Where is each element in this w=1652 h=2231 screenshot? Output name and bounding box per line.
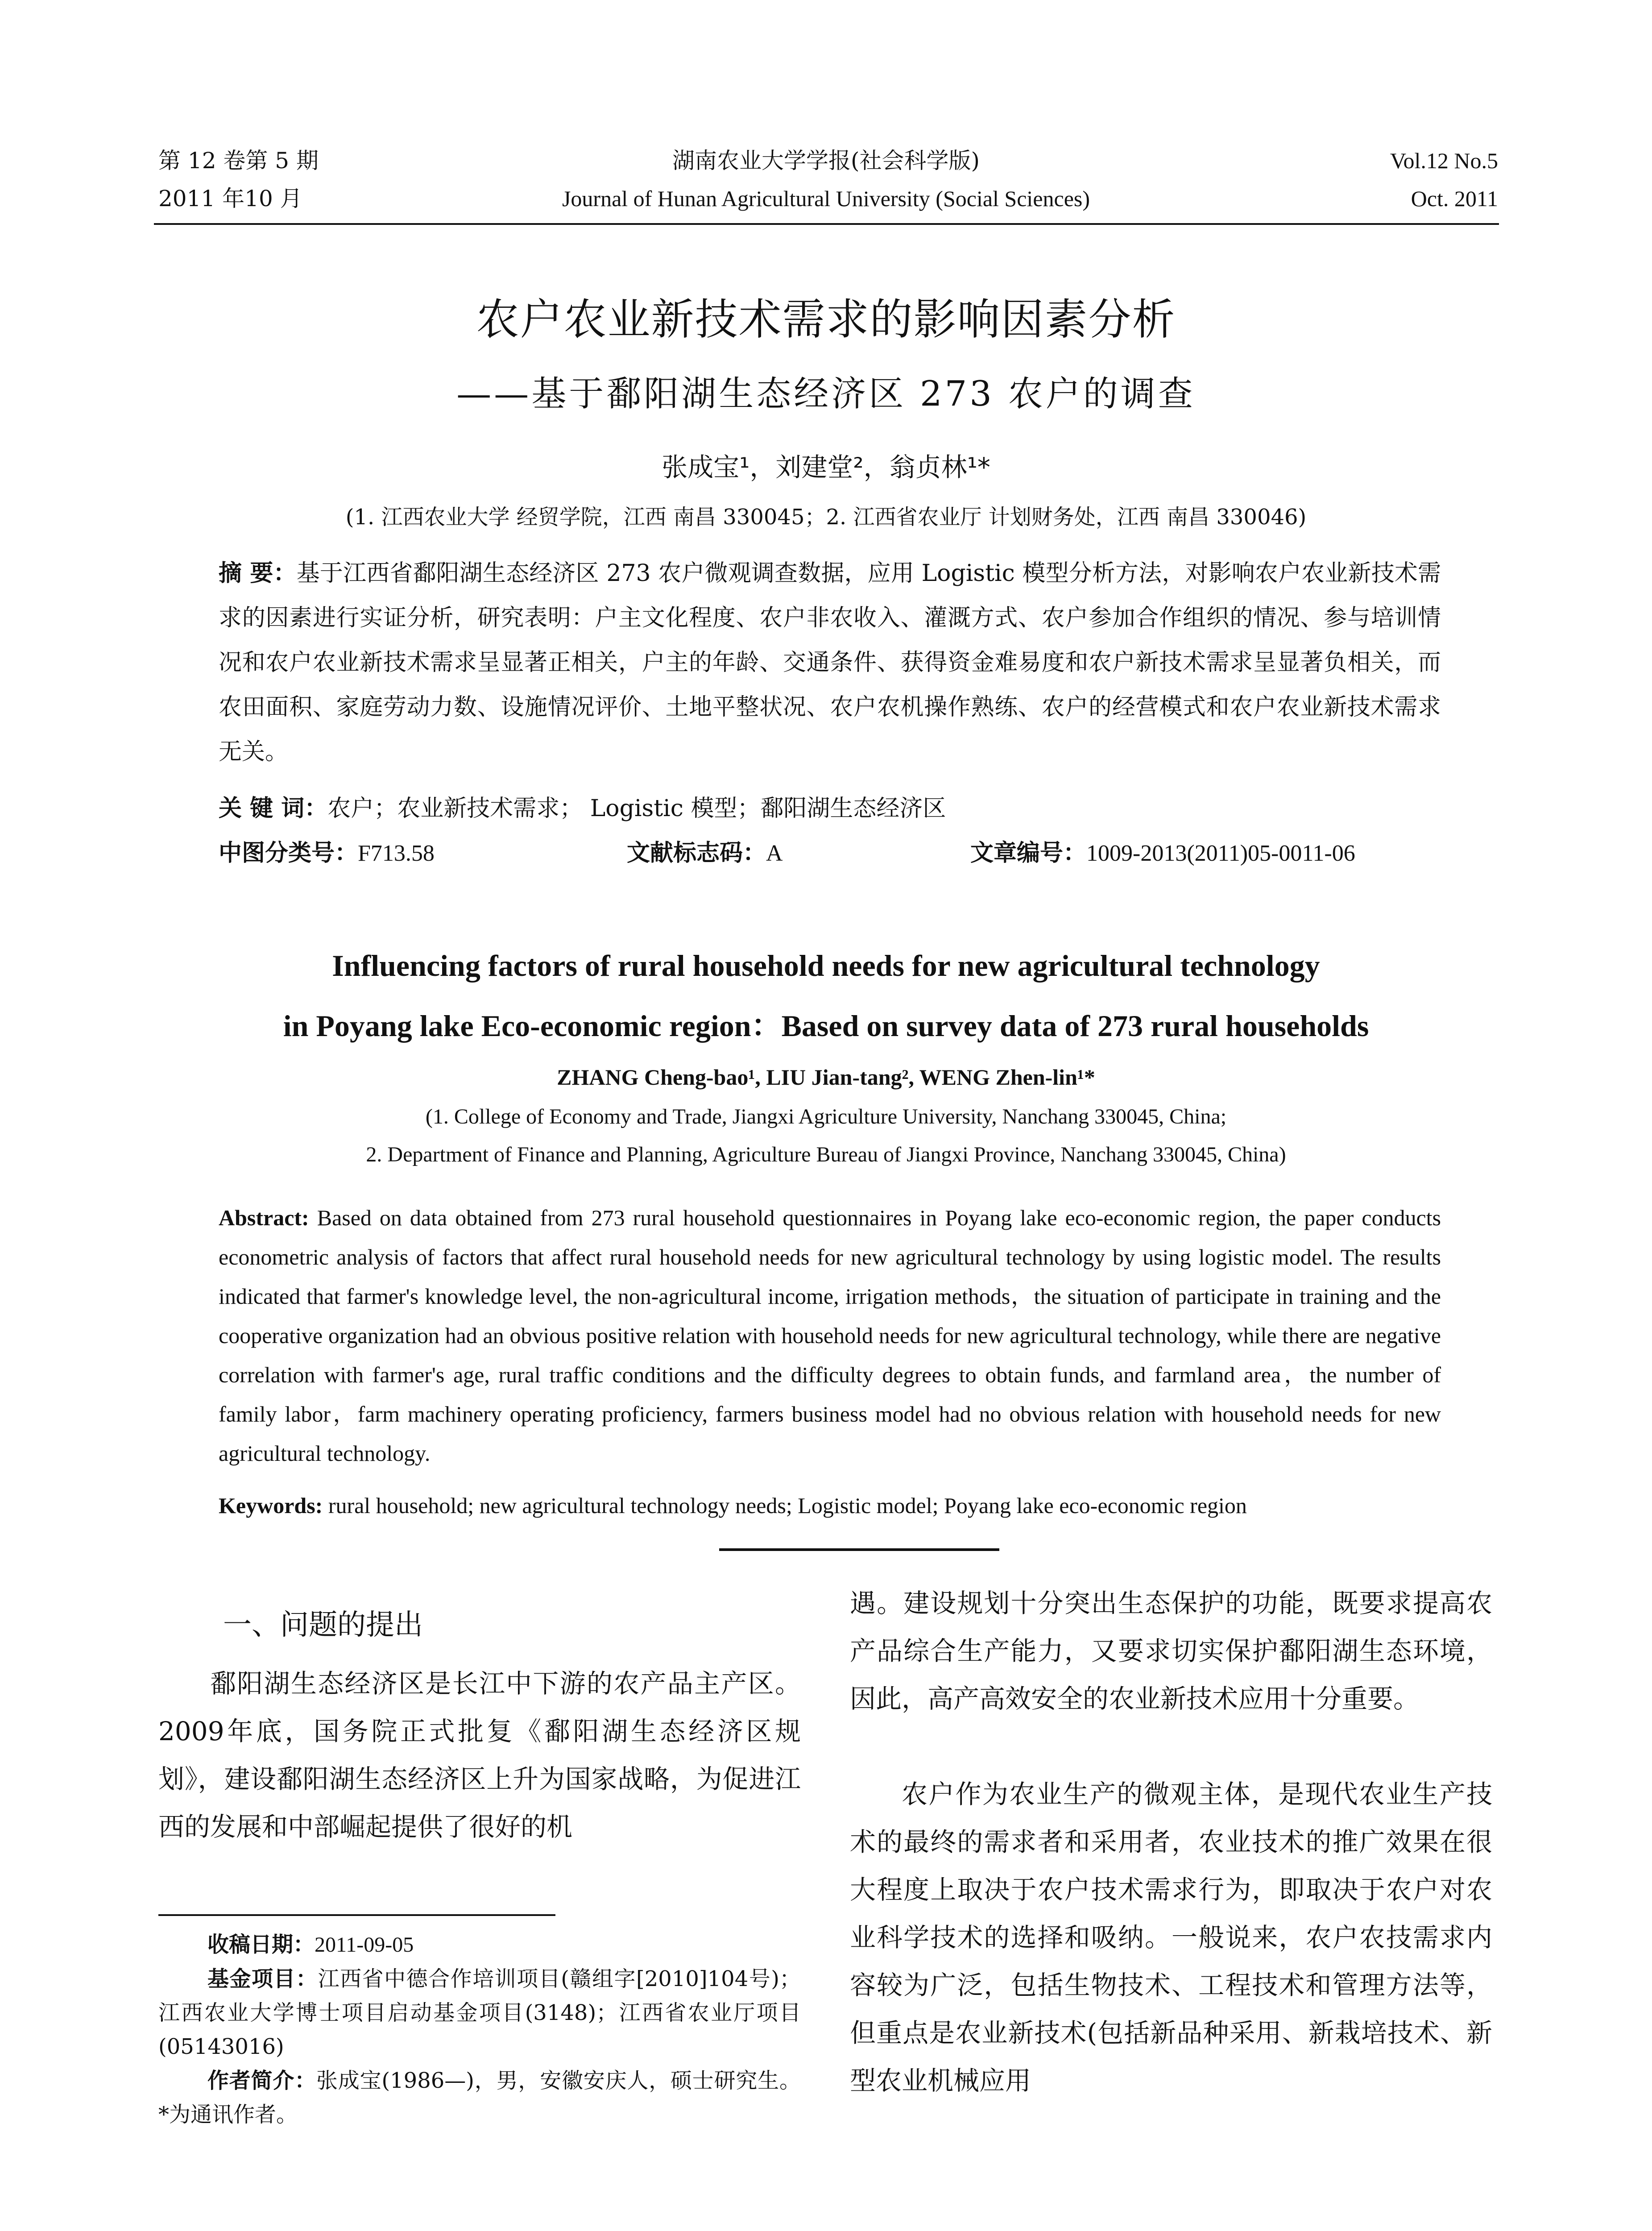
received-value: 2011-09-05 [315,1933,414,1957]
footnote-author [158,2064,801,2131]
footnote-received [158,1928,801,1962]
section1-para1-continued: 遇。建设规划十分突出生态保护的功能，既要求提高农产品综合生产能力，又要求切实保护鄱阳湖生态环境，因此，高产高效安全的农业新技术应用十分重要。 [850,1588,1492,1714]
affiliation-en-2: 2. Department of Finance and Planning, Agriculture Bureau of Jiangxi Province, Nanchang 330045, China) [366,1143,1286,1166]
keywords-en-text: rural household; new agricultural technology needs; Logistic model; Poyang lake eco-economic region [328,1493,1247,1518]
authors-en: ZHANG Cheng-bao¹, LIU Jian-tang², WENG Zhen-lin¹* [557,1065,1095,1090]
abstract-cn-text: 基于江西省鄱阳湖生态经济区 273 农户微观调查数据，应用 Logistic 模型分析方法，对影响农户农业新技术需求的因素进行实证分析，研究表明：户主文化程度、农户非农收入、灌溉方式、农户参加合作组织的情况、参与培训情况和农户农业新技术需求呈显著正相关，户主的年龄、交通条件、获得资金难易度和农户新技术需求呈显著负相关，而农田面积、家庭劳动力数、设施情况评价、土地平整状况、农户农机操作熟练、农户的经营模式和农户农业新技术需求无关。 [219,560,1441,765]
keywords-en [219,1486,1441,1525]
title-en-line2: in Poyang lake Eco-economic region：Based on survey data of 273 rural households [283,1009,1369,1043]
date-cn: 2011 年10 月 [158,186,302,211]
received-label: 收稿日期： [207,1932,315,1957]
title-cn: 农户农业新技术需求的影响因素分析 [476,294,1176,344]
clc-number [219,831,435,876]
author-label: 作者简介： [207,2068,316,2093]
affiliations-cn: (1. 江西农业大学 经贸学院，江西 南昌 330045；2. 江西省农业厅 计划财务处，江西 南昌 330046) [345,505,1307,530]
abstract-cn-label: 摘 要： [219,560,297,587]
keywords-cn-text: 农户；农业新技术需求； Logistic 模型；鄱阳湖生态经济区 [327,795,946,822]
journal-name-en: Journal of Hunan Agricultural University (Social Sciences) [562,186,1090,211]
journal-name-cn: 湖南农业大学学报(社会科学版) [672,148,980,174]
clc-label: 中图分类号： [219,840,358,867]
title-en-line1: Influencing factors of rural household needs for new agricultural technology [332,949,1320,983]
abstract-en-label: Abstract: [219,1205,309,1230]
affiliation-en-1: (1. College of Economy and Trade, Jiangxi Agriculture University, Nanchang 330045, China; [425,1105,1227,1128]
authors-cn: 张成宝¹，刘建堂²，翁贞林¹* [662,452,990,482]
volume-issue-en: Vol.12 No.5 [1390,148,1498,173]
abstract-separator [719,1548,999,1551]
keywords-cn [219,786,1441,831]
doc-value: A [766,841,783,866]
abstract-en-text: Based on data obtained from 273 rural household questionnaires in Poyang lake eco-economic region, the paper conducts econometric analysis of factors that affect rural household needs for new agricultural technology by using logistic model. The results indicated that farmer's knowledge level, the non-agricultural income, irrigation methods，the situation of participate in training and the cooperative organization had an obvious positive relation with household needs for new agricultural technology, while there are negative correlation with farmer's age, rural traffic conditions and the difficulty degrees to obtain funds, and farmland area，the number of family labor，farm machinery operating proficiency, farmers business model had no obvious relation with household needs for new agricultural technology. [219,1205,1441,1466]
document-code [627,831,783,876]
header-rule [154,223,1499,225]
footnotes [158,1928,801,2131]
abstract-cn [219,551,1441,774]
clc-value: F713.58 [358,841,435,866]
section1-para1: 鄱阳湖生态经济区是长江中下游的农产品主产区。2009年底，国务院正式批复《鄱阳湖生态经济区规划》，建设鄱阳湖生态经济区上升为国家战略，为促进江西的发展和中部崛起提供了很好的机 [158,1668,801,1842]
abstract-en [219,1198,1441,1473]
article-label: 文章编号： [970,840,1087,867]
article-value: 1009-2013(2011)05-0011-06 [1086,841,1355,866]
fund-value: 江西省中德合作培训项目(赣组字[2010]104号)；江西农业大学博士项目启动基金项目(3148)；江西省农业厅项目(05143016) [158,1966,801,2059]
section1-para2: 农户作为农业生产的微观主体，是现代农业生产技术的最终的需求者和采用者，农业技术的推广效果在很大程度上取决于农户技术需求行为，即取决于农户对农业科学技术的选择和吸纳。一般说来，农户农技需求内容较为广泛，包括生物技术、工程技术和管理方法等，但重点是农业新技术(包括新品种采用、新栽培技术、新型农业机械应用 [850,1779,1492,2096]
date-en: Oct. 2011 [1411,186,1498,211]
keywords-en-label: Keywords: [219,1493,323,1518]
footnote-rule [158,1914,555,1916]
author-value: 张成宝(1986—)，男，安徽安庆人，硕士研究生。*为通讯作者。 [158,2068,801,2127]
subtitle-cn: ——基于鄱阳湖生态经济区 273 农户的调查 [456,374,1196,414]
doc-label: 文献标志码： [627,840,766,867]
fund-label: 基金项目： [207,1966,318,1991]
volume-issue-cn: 第 12 卷第 5 期 [158,148,319,174]
article-number [970,831,1355,876]
footnote-fund [158,1962,801,2064]
section-heading: 一、问题的提出 [223,1609,423,1642]
keywords-cn-label: 关 键 词： [219,795,328,822]
